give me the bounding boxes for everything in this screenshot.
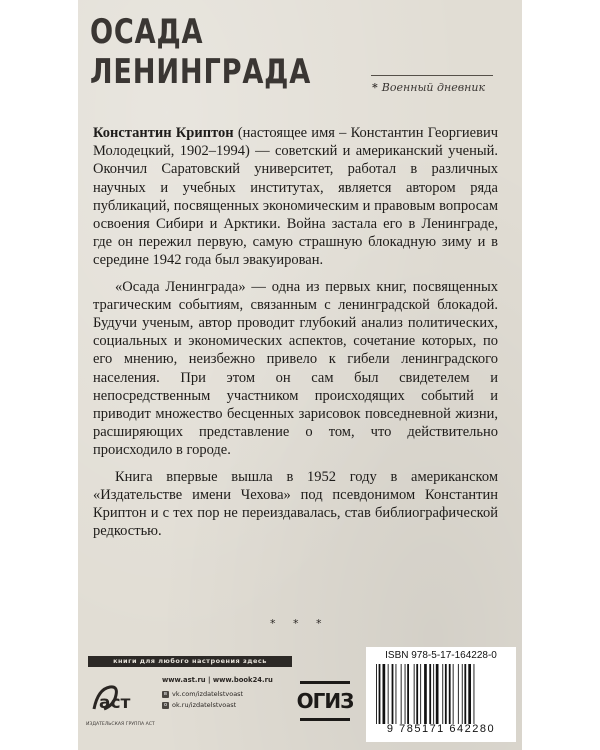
book-title <box>90 12 311 92</box>
series-star-icon: * <box>372 81 378 94</box>
ok-url: ok.ru/izdatelstvoast <box>172 701 237 709</box>
series-divider <box>371 75 493 76</box>
series-name: Военный дневник <box>381 81 486 94</box>
annotation-paragraph-3: Книга впервые вышла в 1952 году в американском «Издательстве имени Чехова» под псевдонимом Константин Криптон и с тех пор не переиздавалась, став библиографической редкостью. <box>93 468 498 540</box>
series-label <box>372 81 485 94</box>
vk-link <box>162 690 243 698</box>
publisher-tagline: книги для любого настроения здесь <box>88 656 292 667</box>
ok-link <box>162 701 236 709</box>
author-bio: (настоящее имя – Константин Георгиевич Молодецкий, 1902–1994) — советский и американский ученый. Окончил Саратовский университет, работал в различных научных и учебных институтах, является автором ряда публикаций, посвященных экономическим и правовым вопросам освоения Сибири и Арктики. Война застала его в Ленинграде, где он пережил первую, самую страшную блокадную зиму и в середине 1942 года был эвакуирован. <box>93 125 499 269</box>
annotation <box>93 124 498 540</box>
annotation-paragraph-2: «Осада Ленинграда» — одна из первых книг, посвященных трагическим событиям, связанным с ленинградской блокадой. Будучи ученым, автор проводит глубокий анализ политических, социальных и экономических аспектов, сочетание которых, по его мнению, неизбежно привело к гибели ленинградского населения. При этом он сам был свидетелем и непосредственным участником происходящих событий и приводит множество бесценных зарисовок повседневной жизни, расширяющих представление о том, что действительно происходило в городе. <box>93 278 498 459</box>
annotation-paragraph-1 <box>93 124 498 270</box>
isbn-number: ISBN 978-5-17-164228-0 <box>385 650 497 661</box>
logo-wordmark: аст <box>99 693 131 713</box>
ogiz-imprint-logo: ОГИЗ <box>300 681 350 721</box>
author-name: Константин Криптон <box>93 125 234 141</box>
ok-icon: о <box>163 701 168 708</box>
title-line-2: ЛЕНИНГРАДА <box>90 52 312 92</box>
publisher-websites: www.ast.ru | www.book24.ru <box>162 676 273 684</box>
barcode-digits: 9 785171 642280 <box>386 723 496 735</box>
barcode-bars <box>374 664 508 724</box>
publisher-name: ИЗДАТЕЛЬСКАЯ ГРУППА АСТ <box>86 722 155 727</box>
book-back-cover <box>78 0 522 750</box>
section-separator: * * * <box>270 617 329 630</box>
vk-url: vk.com/izdatelstvoast <box>172 690 244 698</box>
isbn-barcode <box>366 647 516 742</box>
vk-icon: в <box>162 691 169 698</box>
ast-logo-icon <box>90 675 134 719</box>
title-line-1: ОСАДА <box>90 12 204 52</box>
